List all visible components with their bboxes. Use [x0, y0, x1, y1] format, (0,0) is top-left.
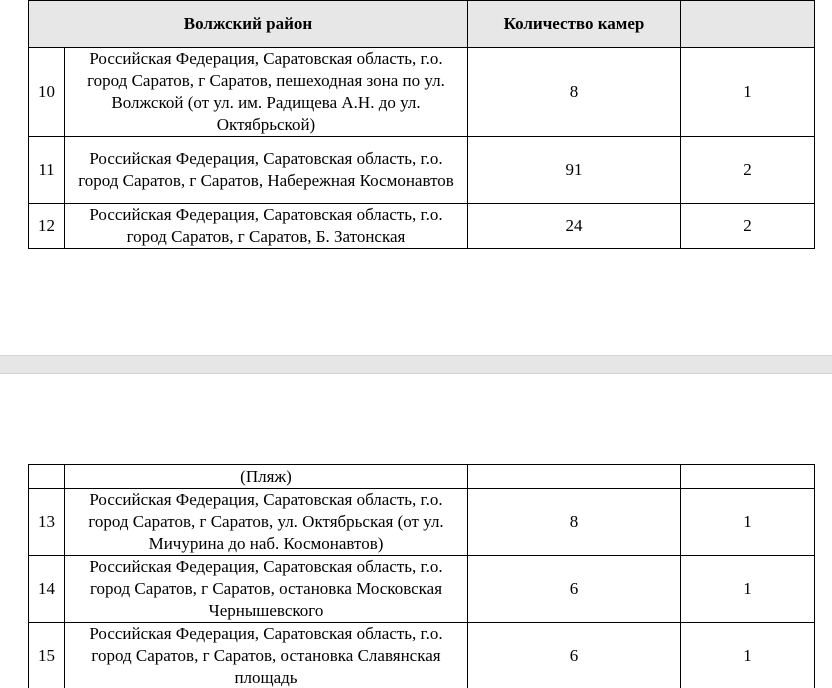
document-page-bottom — [0, 374, 832, 688]
table-row — [29, 48, 815, 137]
row-cameras-count: 6 — [468, 623, 681, 688]
row-cameras-count: 24 — [468, 204, 681, 249]
row-extra-value — [681, 465, 815, 489]
table-row — [29, 556, 815, 623]
row-address: Российская Федерация, Саратовская область, г.о. город Саратов, г Саратов, ул. Октябрьская (от ул. Мичурина до наб. Космонавтов) — [65, 489, 468, 556]
row-cameras-count: 8 — [468, 48, 681, 137]
row-extra-value: 2 — [681, 137, 815, 204]
row-number: 12 — [29, 204, 65, 249]
table-row — [29, 489, 815, 556]
extra-column-header — [681, 1, 815, 48]
table-row — [29, 623, 815, 688]
table-header-row — [29, 1, 815, 48]
row-address: Российская Федерация, Саратовская область, г.о. город Саратов, г Саратов, остановка Московская Чернышевского — [65, 556, 468, 623]
row-address: Российская Федерация, Саратовская область, г.о. город Саратов, г Саратов, Б. Затонская — [65, 204, 468, 249]
table-row — [29, 137, 815, 204]
row-number: 10 — [29, 48, 65, 137]
row-extra-value: 1 — [681, 556, 815, 623]
row-address: Российская Федерация, Саратовская область, г.о. город Саратов, г Саратов, остановка Славянская площадь — [65, 623, 468, 688]
cameras-count-header: Количество камер — [468, 1, 681, 48]
row-cameras-count: 6 — [468, 556, 681, 623]
row-cameras-count — [468, 465, 681, 489]
row-number: 11 — [29, 137, 65, 204]
row-address: Российская Федерация, Саратовская область, г.о. город Саратов, г Саратов, пешеходная зона по ул. Волжской (от ул. им. Радищева А.Н. до ул. Октябрьской) — [65, 48, 468, 137]
row-cameras-count: 91 — [468, 137, 681, 204]
row-number — [29, 465, 65, 489]
row-number: 13 — [29, 489, 65, 556]
row-number: 14 — [29, 556, 65, 623]
district-header: Волжский район — [29, 1, 468, 48]
row-extra-value: 1 — [681, 48, 815, 137]
table-row-continuation — [29, 465, 815, 489]
cameras-table-top — [28, 0, 815, 249]
row-extra-value: 2 — [681, 204, 815, 249]
row-cameras-count: 8 — [468, 489, 681, 556]
row-extra-value: 1 — [681, 623, 815, 688]
row-extra-value: 1 — [681, 489, 815, 556]
table-row — [29, 204, 815, 249]
page-separator — [0, 355, 832, 374]
row-number: 15 — [29, 623, 65, 688]
row-address: Российская Федерация, Саратовская область, г.о. город Саратов, г Саратов, Набережная Космонавтов — [65, 137, 468, 204]
cameras-table-bottom — [28, 464, 815, 688]
row-address: (Пляж) — [65, 465, 468, 489]
